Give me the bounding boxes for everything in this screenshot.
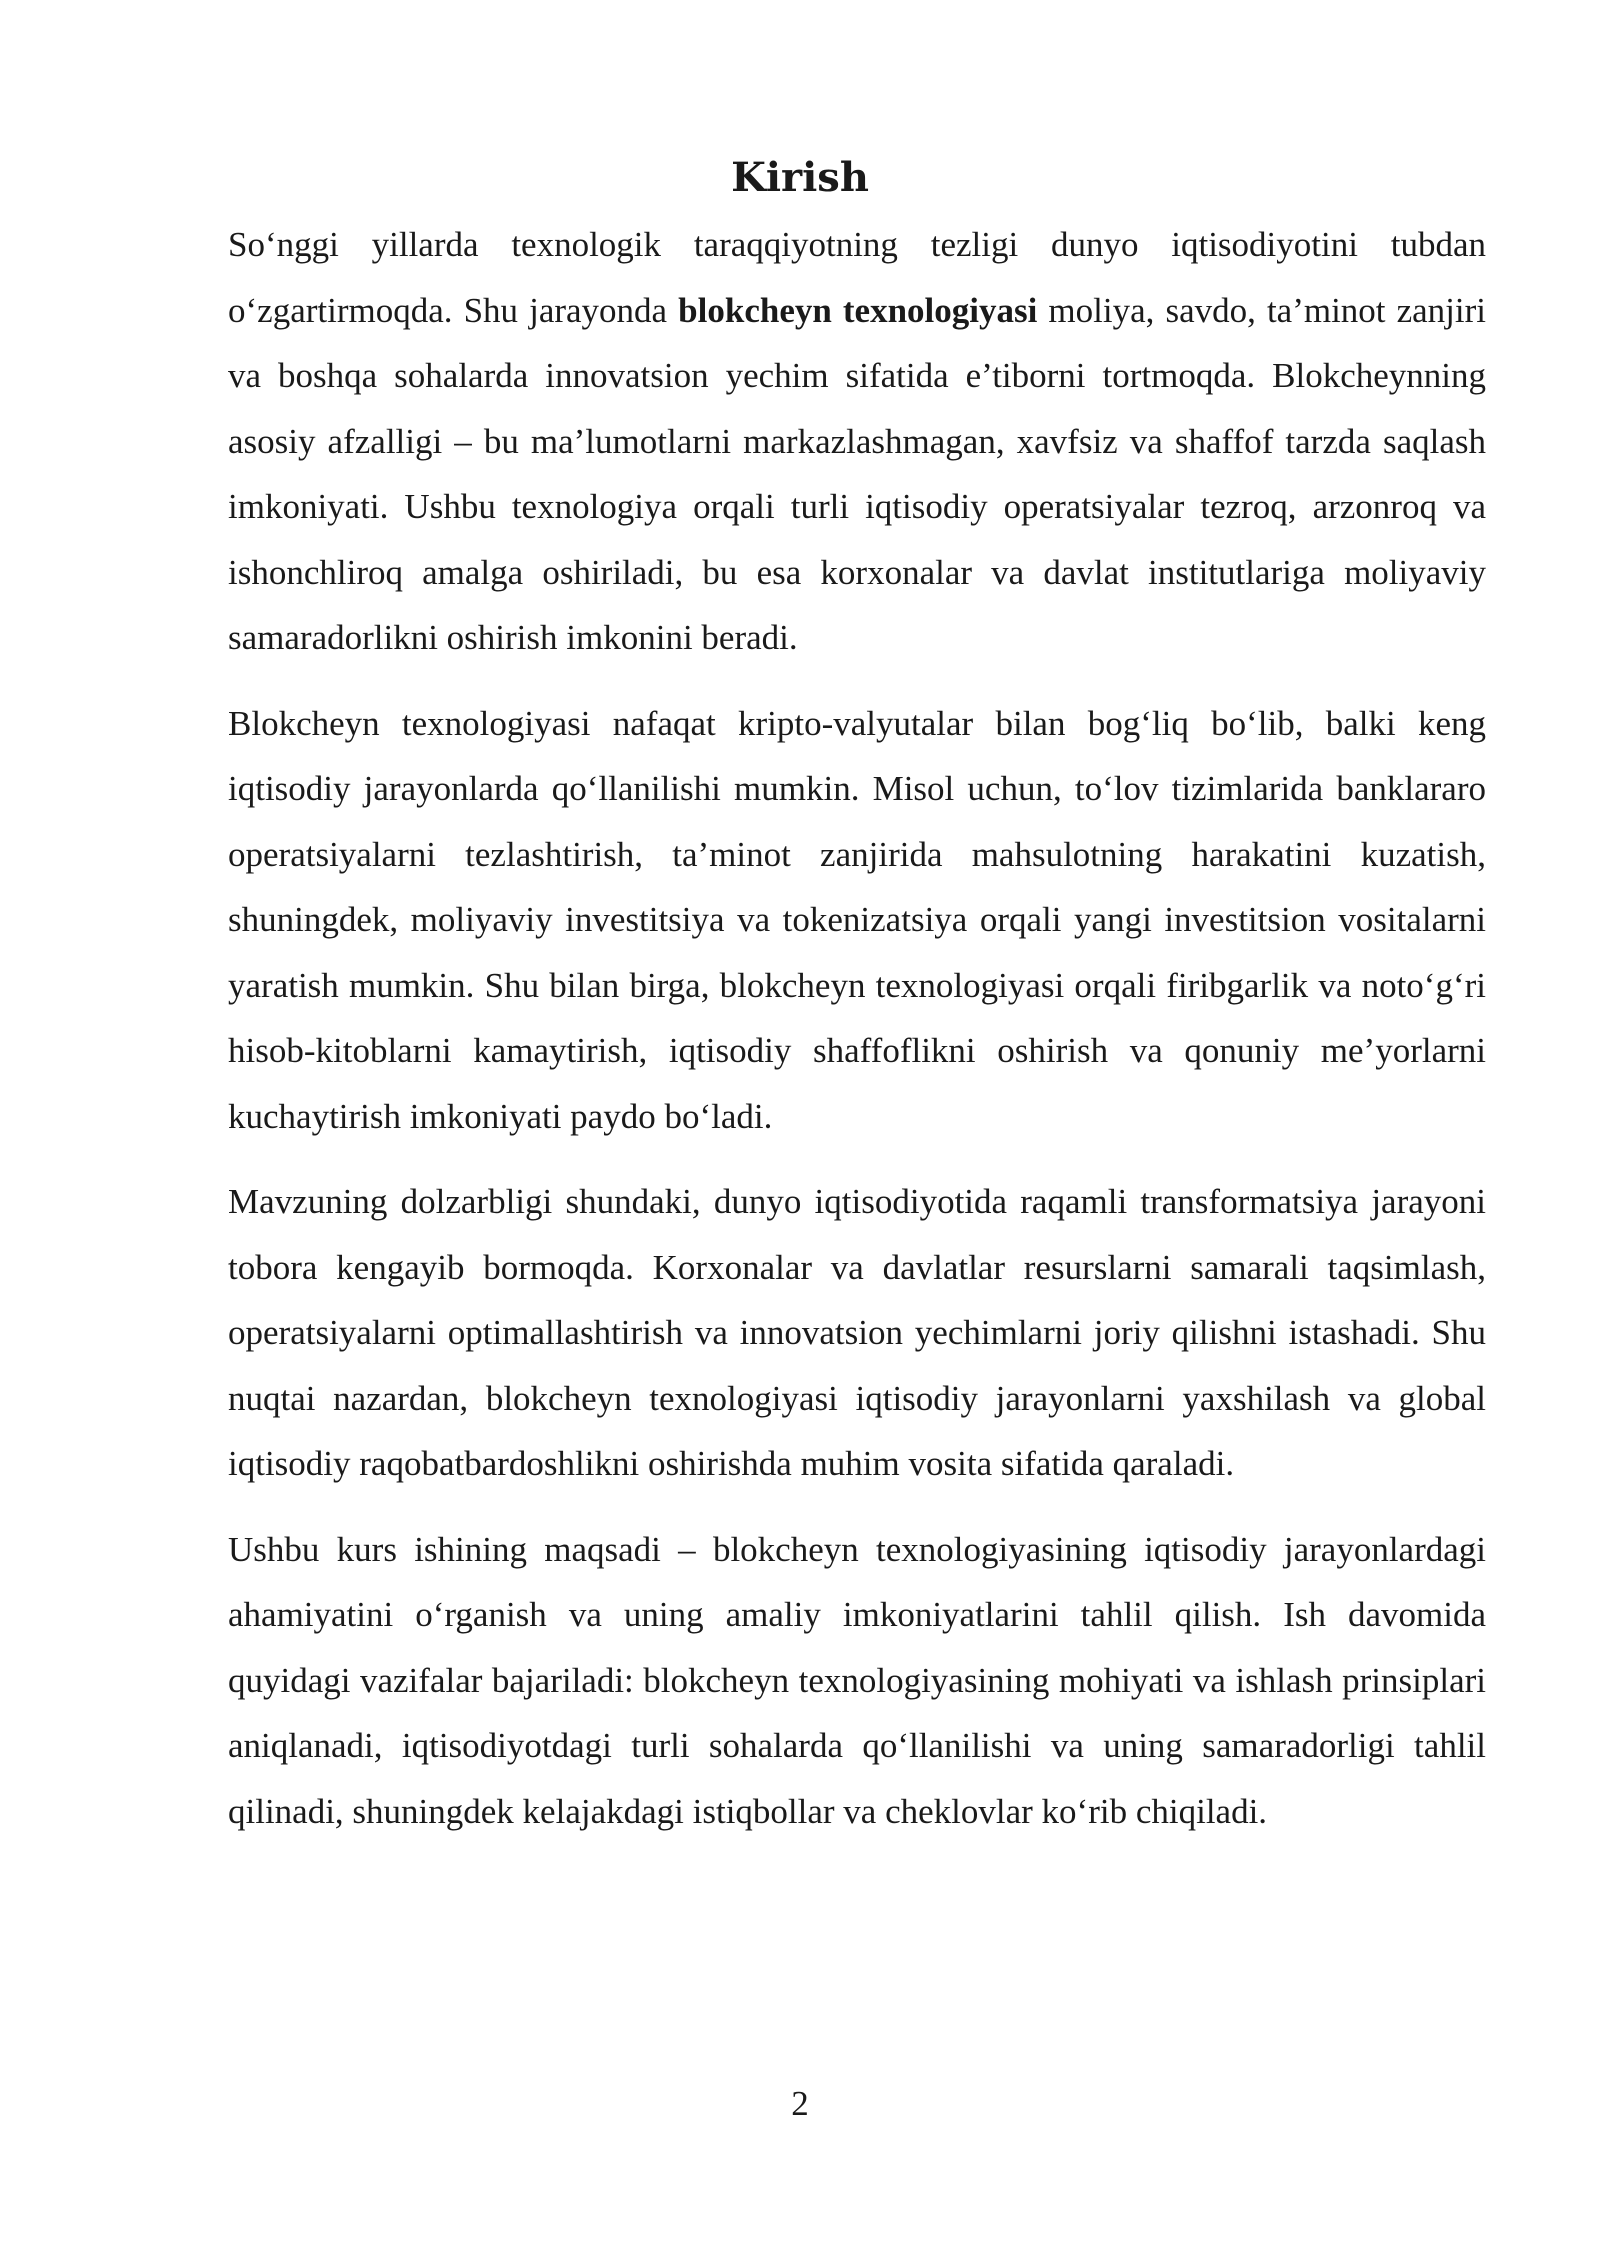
body-text xyxy=(228,212,1486,1864)
paragraph-intro xyxy=(228,212,1486,671)
paragraph-intro-text-before: So‘nggi yillarda texnologik taraqqiyotning tezligi dunyo iqtisodiyotini tubdan o‘zgartirmoqda. Shu jarayonda xyxy=(228,225,1486,330)
paragraph-relevance: Mavzuning dolzarbligi shundaki, dunyo iqtisodiyotida raqamli transformatsiya jarayoni tobora kengayib bormoqda. Korxonalar va davlatlar resurslarni samarali taqsimlash, operatsiyalarni optimallashtirish va innovatsion yechimlarni joriy qilishni istashadi. Shu nuqtai nazardan, blokcheyn texnologiyasi iqtisodiy jarayonlarni yaxshilash va global iqtisodiy raqobatbardoshlikni oshirishda muhim vosita sifatida qaraladi. xyxy=(228,1182,1486,1483)
paragraph-applications: Blokcheyn texnologiyasi nafaqat kripto-valyutalar bilan bog‘liq bo‘lib, balki keng iqtisodiy jarayonlarda qo‘llanilishi mumkin. Misol uchun, to‘lov tizimlarida banklararo operatsiyalarni tezlashtirish, ta’minot zanjirida mahsulotning harakatini kuzatish, shuningdek, moliyaviy investitsiya va tokenizatsiya orqali yangi investitsion vositalarni yaratish mumkin. Shu bilan birga, blokcheyn texnologiyasi orqali firibgarlik va noto‘g‘ri hisob-kitoblarni kamaytirish, iqtisodiy shaffoflikni oshirish va qonuniy me’yorlarni kuchaytirish imkoniyati paydo bo‘ladi. xyxy=(228,703,1486,1136)
section-title: Kirish xyxy=(731,154,869,201)
paragraph-goal: Ushbu kurs ishining maqsadi – blokcheyn texnologiyasining iqtisodiy jarayonlardagi ahamiyatini o‘rganish va uning amaliy imkoniyatlarini tahlil qilish. Ish davomida quyidagi vazifalar bajariladi: blokcheyn texnologiyasining mohiyati va ishlash prinsiplari aniqlanadi, iqtisodiyotdagi turli sohalarda qo‘llanilishi va uning samaradorligi tahlil qilinadi, shuningdek kelajakdagi istiqbollar va cheklovlar ko‘rib chiqiladi. xyxy=(228,1529,1486,1831)
paragraph-intro-text-after: moliya, savdo, ta’minot zanjiri va boshqa sohalarda innovatsion yechim sifatida e’tiborni tortmoqda. Blokcheynning asosiy afzalligi – bu ma’lumotlarni markazlashmagan, xavfsiz va shaffof tarzda saqlash imkoniyati. Ushbu texnologiya orqali turli iqtisodiy operatsiyalar tezroq, arzonroq va ishonchliroq amalga oshiriladi, bu esa korxonalar va davlat institutlariga moliyaviy samaradorlikni oshirish imkonini beradi. xyxy=(228,290,1486,657)
bold-term: blokcheyn texnologiyasi xyxy=(678,290,1038,330)
page-number: 2 xyxy=(791,2084,809,2123)
